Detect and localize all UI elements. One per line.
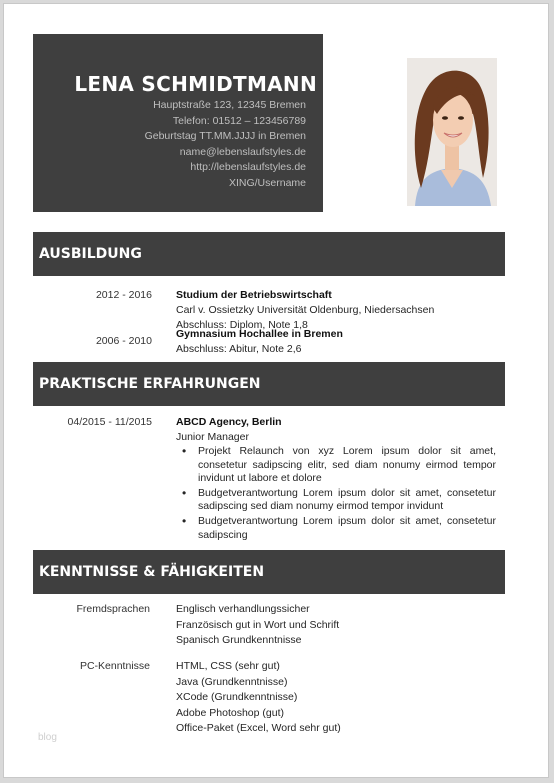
education-entry-2 (176, 327, 496, 357)
experience-date-1: 04/2015 - 11/2015 (67, 416, 152, 428)
skills-languages (176, 602, 496, 649)
education-date-2: 2006 - 2010 (95, 335, 152, 347)
education-line: Abschluss: Diplom, Note 1,8 (176, 319, 308, 331)
contact-xing: XING/Username (228, 176, 306, 189)
experience-bullet: • Budgetverantwortung Lorem ipsum dolor sit amet, consetetur sadipscing sed diam nonumy eirmod tempor invidunt (176, 487, 496, 514)
contact-email: name@lebenslaufstyles.de (179, 145, 306, 158)
education-line: Abschluss: Abitur, Note 2,6 (176, 343, 302, 355)
skill-item: Englisch verhandlungssicher (176, 603, 310, 615)
education-title-2: Gymnasium Hochallee in Bremen (176, 328, 343, 340)
experience-entry-1 (176, 415, 496, 543)
experience-bullets (176, 445, 496, 542)
skill-item: Office-Paket (Excel, Word sehr gut) (176, 722, 341, 735)
skill-item: Französisch gut in Wort und Schrift (176, 618, 340, 631)
section-skills: KENNTNISSE & FÄHIGKEITEN (33, 550, 505, 594)
profile-photo (407, 58, 497, 206)
contact-address: Hauptstraße 123, 12345 Bremen (153, 99, 306, 111)
experience-bullet: • Budgetverantwortung Lorem ipsum dolor sit amet, consetetur sadipscing (176, 515, 496, 542)
education-date-1: 2012 - 2016 (95, 289, 152, 301)
profile-photo-illustration (407, 58, 497, 206)
skills-pc (176, 659, 496, 737)
contact-block (145, 98, 306, 192)
skill-item: XCode (Grundkenntnisse) (176, 691, 298, 704)
header-box (33, 34, 323, 212)
contact-birthday: Geburtstag TT.MM.JJJJ in Bremen (144, 130, 306, 143)
skill-item: Adobe Photoshop (gut) (176, 706, 284, 719)
applicant-name: LENA SCHMIDTMANN (74, 72, 317, 96)
skills-label-languages: Fremdsprachen (76, 603, 150, 615)
skills-label-pc: PC-Kenntnisse (79, 660, 150, 672)
section-experience: PRAKTISCHE ERFAHRUNGEN (33, 362, 505, 406)
skill-item: Java (Grundkenntnisse) (176, 675, 288, 688)
skill-item: Spanisch Grundkenntnisse (176, 634, 302, 647)
education-title-1: Studium der Betriebswirtschaft (176, 289, 332, 301)
education-line: Carl v. Ossietzky Universität Oldenburg, Niedersachsen (176, 304, 435, 316)
experience-role: Junior Manager (176, 431, 249, 443)
watermark: blog (38, 732, 57, 743)
contact-phone: Telefon: 01512 – 123456789 (172, 114, 306, 127)
experience-bullet: • Projekt Relaunch von xyz Lorem ipsum dolor sit amet, consetetur sadipscing elitr, sed diam nonumy eirmod tempor invidunt ut labore et dolore (176, 445, 496, 486)
experience-company: ABCD Agency, Berlin (176, 416, 282, 428)
skill-item: HTML, CSS (sehr gut) (176, 660, 280, 672)
contact-website: http://lebenslaufstyles.de (190, 161, 306, 174)
section-education: AUSBILDUNG (33, 232, 505, 276)
